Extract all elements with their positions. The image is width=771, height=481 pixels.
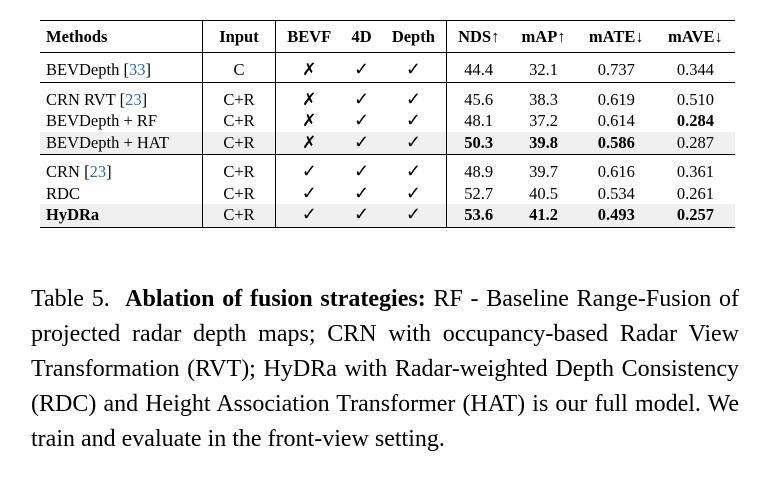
table-caption	[31, 282, 739, 457]
mave-cell: 0.344	[676, 60, 714, 79]
map-cell: 32.1	[529, 60, 558, 79]
method-cell: BEVDepth [33]	[46, 60, 151, 79]
method-cell: BEVDepth + HAT	[40, 132, 203, 155]
depth-cell: ✓	[381, 204, 447, 227]
header-mate: mATE↓	[588, 27, 644, 46]
input-cell: C+R	[203, 82, 276, 110]
table-row	[40, 82, 735, 110]
method-cell: CRN RVT [23]	[46, 89, 148, 109]
map-cell: 40.5	[529, 183, 558, 203]
bevf-cell: ✓	[276, 155, 343, 183]
header-mave: mAVE↓	[668, 27, 723, 46]
4d-cell: ✓	[343, 132, 381, 155]
table-row	[40, 183, 735, 205]
method-cell: CRN [23]	[46, 162, 112, 181]
header-input: Input	[203, 21, 276, 53]
mate-cell: 0.534	[597, 183, 635, 203]
caption-label: Table 5.	[31, 286, 110, 312]
method-cell: RDC	[46, 183, 80, 203]
4d-cell: ✓	[354, 161, 370, 181]
map-cell: 38.3	[529, 89, 558, 109]
header-4d: 4D	[351, 27, 372, 46]
map-cell: 37.2	[529, 111, 558, 130]
depth-cell: ✓	[405, 182, 421, 203]
depth-cell: ✓	[405, 110, 421, 130]
mate-cell: 0.493	[577, 204, 656, 227]
input-cell: C+R	[203, 132, 276, 155]
map-cell: 39.7	[529, 162, 558, 181]
4d-cell: ✓	[354, 59, 370, 79]
4d-cell: ✓	[343, 204, 381, 227]
header-bevf: BEVF	[276, 21, 343, 53]
caption-text: RF - Baseline Range-Fusion of projected radar depth maps; CRN with occupancy-based Radar View Transformation (RVT); HyDRa with Radar-weighted Depth Consistency (RDC) and Height Association Transformer (HAT) is our full model. We train and evaluate in the front-view setting.	[31, 286, 740, 452]
table-group-bevf	[40, 155, 735, 228]
mate-cell: 0.616	[597, 162, 635, 181]
mave-cell: 0.287	[656, 132, 735, 155]
method-name: CRN RVT	[46, 89, 116, 109]
caption-lead: Ablation of fusion strategies:	[125, 286, 426, 312]
nds-cell: 53.6	[447, 204, 511, 227]
mate-cell: 0.586	[577, 132, 656, 155]
mate-cell: 0.619	[597, 89, 635, 109]
depth-cell: ✓	[405, 59, 421, 79]
citation-link[interactable]: 33	[128, 60, 146, 79]
bevf-cell: ✓	[276, 204, 343, 227]
map-cell: 41.2	[510, 204, 576, 227]
mave-cell: 0.361	[676, 162, 714, 181]
table-header	[40, 21, 735, 53]
bevf-cell: ✓	[276, 183, 343, 205]
header-methods: Methods	[46, 27, 108, 46]
depth-cell: ✓	[405, 161, 421, 181]
method-name: BEVDepth	[46, 60, 120, 79]
nds-cell: 52.7	[447, 183, 511, 205]
mate-cell: 0.737	[597, 60, 635, 79]
header-map: mAP↑	[521, 27, 566, 46]
ablation-table	[40, 20, 735, 228]
method-cell: BEVDepth + RF	[46, 111, 158, 130]
nds-cell: 48.1	[447, 110, 511, 132]
citation-link[interactable]: 23	[89, 162, 107, 181]
input-cell: C+R	[203, 110, 276, 132]
nds-cell: 50.3	[447, 132, 511, 155]
table-row	[40, 110, 735, 132]
method-name: CRN	[46, 162, 80, 181]
mave-cell: 0.261	[676, 183, 714, 203]
table-group-no-bevf	[40, 82, 735, 155]
nds-cell: 45.6	[447, 82, 511, 110]
bevf-cell: ✗	[276, 53, 343, 83]
depth-cell: ✓	[381, 132, 447, 155]
bevf-cell: ✗	[276, 82, 343, 110]
mave-cell: 0.257	[656, 204, 735, 227]
mave-cell: 0.510	[676, 89, 714, 109]
4d-cell: ✓	[354, 88, 370, 109]
table-group-baseline	[40, 53, 735, 83]
header-depth: Depth	[391, 27, 435, 46]
method-cell: HyDRa	[40, 204, 203, 227]
input-cell: C+R	[203, 155, 276, 183]
bevf-cell: ✗	[276, 110, 343, 132]
nds-cell: 48.9	[447, 155, 511, 183]
input-cell: C+R	[203, 204, 276, 227]
input-cell: C	[203, 53, 276, 83]
map-cell: 39.8	[510, 132, 576, 155]
4d-cell: ✓	[354, 182, 370, 203]
depth-cell: ✓	[405, 88, 421, 109]
header-nds: NDS↑	[447, 21, 511, 53]
4d-cell: ✓	[354, 110, 370, 130]
table-row	[40, 204, 735, 227]
table-row	[40, 132, 735, 155]
bevf-cell: ✗	[276, 132, 343, 155]
mave-cell: 0.284	[676, 111, 714, 130]
input-cell: C+R	[203, 183, 276, 205]
nds-cell: 44.4	[447, 53, 511, 83]
mate-cell: 0.614	[597, 111, 635, 130]
table-row	[40, 155, 735, 183]
table-row	[40, 53, 735, 83]
citation-link[interactable]: 23	[125, 89, 142, 109]
